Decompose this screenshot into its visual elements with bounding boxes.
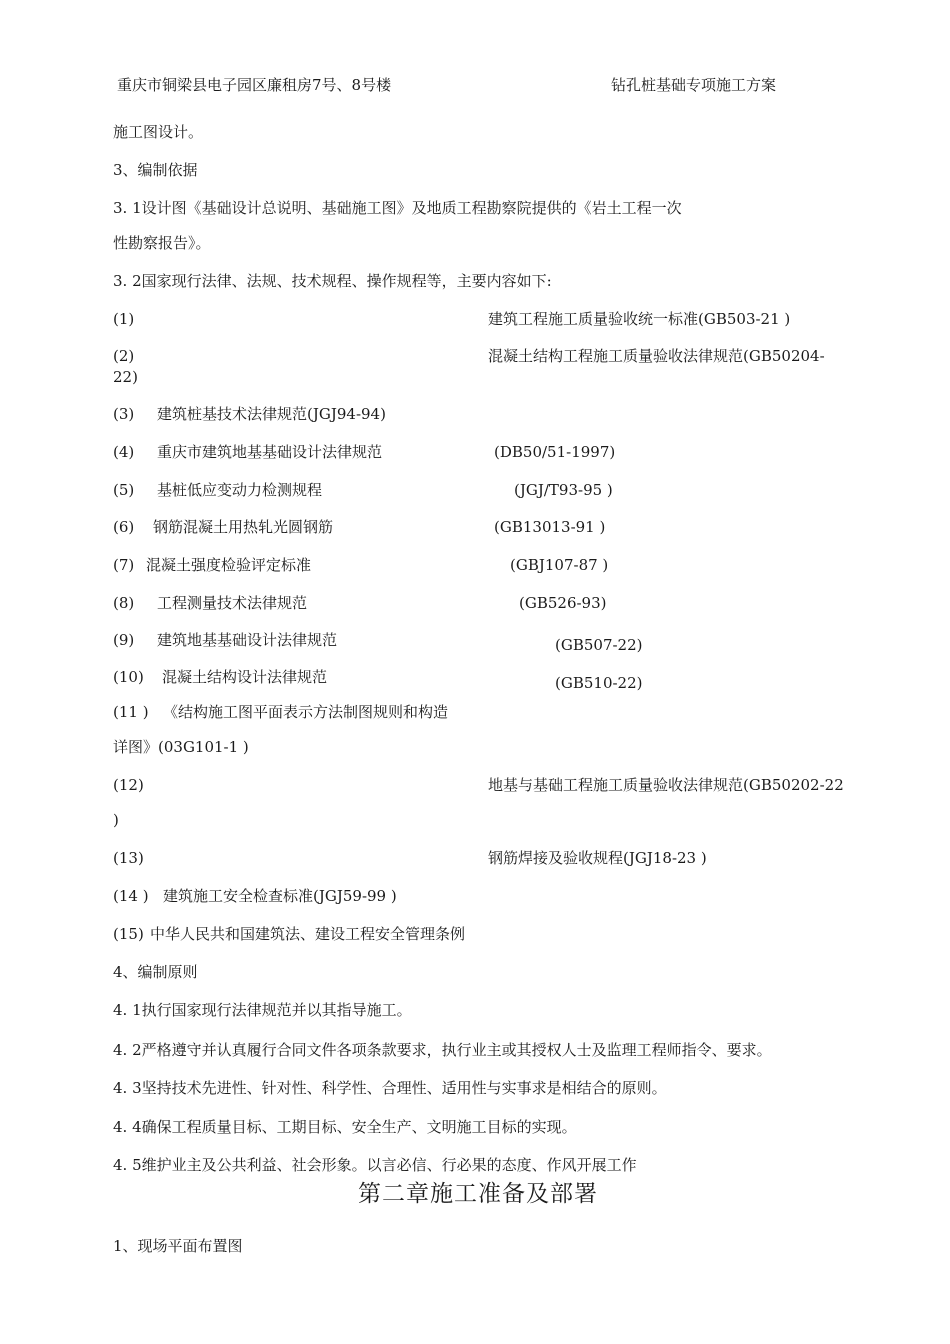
clause-3-1-cont: 性勘察报告》。: [113, 234, 211, 252]
clause-3-2: 3. 2国家现行法律、法规、技术规程、操作规程等，主要内容如下:: [113, 272, 552, 290]
list-item-text: 中华人民共和国建筑法、建设工程安全管理条例: [150, 925, 466, 943]
list-item-number: (3): [113, 405, 135, 423]
list-item-number: (15): [113, 925, 144, 943]
principle-4-3: 4. 3坚持技术先进性、针对性、科学性、合理性、适用性与实事求是相结合的原则。: [113, 1079, 667, 1097]
chapter-title: 第二章施工准备及部署: [358, 1181, 598, 1207]
list-item-text: 地基与基础工程施工质量验收法律规范(GB50202-22: [488, 776, 844, 794]
list-item-text: 混凝土结构设计法律规范: [162, 668, 328, 686]
list-item-text: 钢筋混凝土用热轧光圆钢筋: [153, 518, 334, 536]
list-item-number: (9): [113, 631, 135, 649]
list-item-number: (5): [113, 481, 135, 499]
list-item-continuation: 22): [113, 368, 138, 386]
header-document-title: 钻孔桩基础专项施工方案: [611, 76, 777, 94]
list-item-text: 建筑桩基技术法律规范(JGJ94-94): [157, 405, 386, 423]
list-item-number: (14 ): [113, 887, 149, 905]
list-item-code: (GB526-93): [519, 594, 607, 612]
list-item-text: 基桩低应变动力检测规程: [157, 481, 323, 499]
list-item-text: 建筑地基基础设计法律规范: [157, 631, 338, 649]
list-item-text: 混凝土结构工程施工质量验收法律规范(GB50204-: [488, 347, 825, 365]
list-item-text: 混凝土强度检验评定标准: [146, 556, 312, 574]
list-item-number: (7): [113, 556, 135, 574]
list-item-number: (13): [113, 849, 144, 867]
principle-4-4: 4. 4确保工程质量目标、工期目标、安全生产、文明施工目标的实现。: [113, 1118, 577, 1136]
list-item-code: (GB510-22): [555, 674, 643, 692]
principle-4-1: 4. 1执行国家现行法律规范并以其指导施工。: [113, 1001, 412, 1019]
principle-4-2: 4. 2严格遵守并认真履行合同文件各项条款要求，执行业主或其授权人士及监理工程师指令、要求。: [113, 1041, 772, 1059]
section-heading-principles: 4、编制原则: [113, 963, 198, 981]
list-item-code: (DB50/51-1997): [494, 443, 616, 461]
list-item-number: (4): [113, 443, 135, 461]
list-item-text: 工程测量技术法律规范: [157, 594, 308, 612]
section-heading-basis: 3、编制依据: [113, 161, 198, 179]
paragraph-line: 施工图设计。: [113, 123, 204, 141]
list-item-number: (6): [113, 518, 135, 536]
list-item-continuation: ): [113, 811, 119, 829]
list-item-text: 《结构施工图平面表示方法制图规则和构造: [163, 703, 449, 721]
list-item-text: 建筑施工安全检查标准(JGJ59-99 ): [163, 887, 397, 905]
list-item-number: (1): [113, 310, 135, 328]
list-item-text: 钢筋焊接及验收规程(JGJ18-23 ): [488, 849, 707, 867]
list-item-number: (11 ): [113, 703, 149, 721]
list-item-number: (12): [113, 776, 144, 794]
principle-4-5: 4. 5维护业主及公共利益、社会形象。以言必信、行必果的态度、作风开展工作: [113, 1156, 637, 1174]
list-item-number: (10): [113, 668, 144, 686]
header-project-name: 重庆市铜梁县电子园区廉租房7号、8号楼: [117, 76, 392, 94]
list-item-number: (2): [113, 347, 135, 365]
clause-3-1: 3. 1设计图《基础设计总说明、基础施工图》及地质工程勘察院提供的《岩土工程一次: [113, 199, 682, 217]
list-item-text: 重庆市建筑地基基础设计法律规范: [157, 443, 383, 461]
list-item-continuation: 详图》(03G101-1 ): [113, 738, 249, 756]
list-item-number: (8): [113, 594, 135, 612]
list-item-code: (GBJ107-87 ): [510, 556, 609, 574]
list-item-code: (JGJ/T93-95 ): [514, 481, 613, 499]
list-item-code: (GB13013-91 ): [494, 518, 606, 536]
section-heading-site-layout: 1、现场平面布置图: [113, 1237, 243, 1255]
list-item-text: 建筑工程施工质量验收统一标准(GB503-21 ): [488, 310, 791, 328]
list-item-code: (GB507-22): [555, 636, 643, 654]
